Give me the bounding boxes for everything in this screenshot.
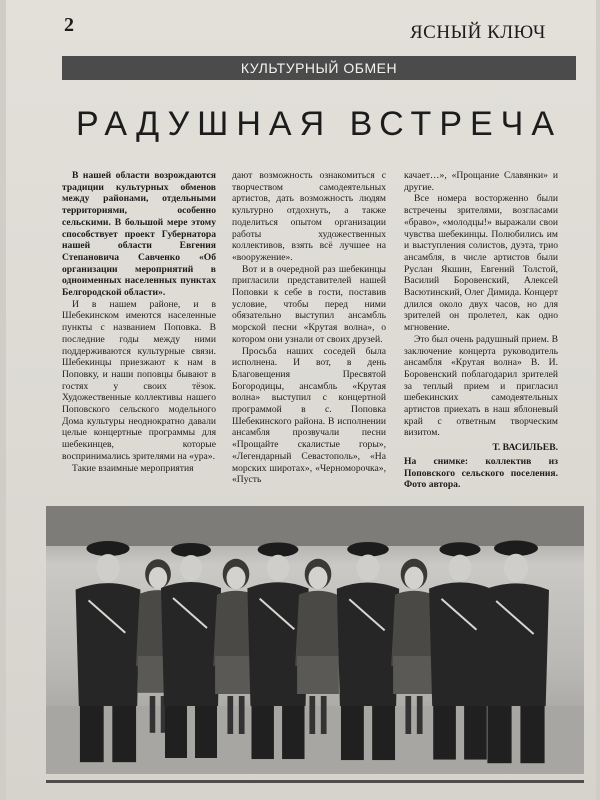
article-paragraph: Все номера восторженно были встречены зрителями, возгласами «браво», «молодцы!» выражали свои чувства шебекинцы. Полюбились им и выступления солистов, дуэта, трио ансамбля, в числе артистов были Руслан Якшин, Евгений Толстой, Василий Боровенский, Алексей Васютинский, Олег Димида. Концерт длился около двух часов, но для зрителей он пролетел, как одно мгновение.: [404, 193, 558, 334]
article-paragraph: И в нашем районе, и в Шебекинском имеются населенные пункты с названием Поповка. В последние годы между ними поддерживаются культурные связи. Шебекинцы приезжают к нам в Поповку, и наши поповцы бывают в гостях у своих тёзок. Художественные коллективы нашего Поповского сельского модельного Дома культуры неоднократно давали целые концертные программы для шебекинцев, которые воспринимались зрителями на «ура».: [62, 298, 216, 462]
article-paragraph: Такие взаимные мероприятия: [72, 462, 194, 474]
article-paragraph: дают возможность ознакомиться с творчеством самодеятельных артистов, дать возможность людям культурно отдохнуть, а также поделиться опытом организации работы художественных коллективов, взять всё лучшее на «вооружение».: [232, 170, 386, 263]
article-paragraph: качает…», «Прощание Славянки» и другие.: [404, 170, 558, 193]
photo-caption: На снимке: коллектив из Поповского сельского поселения. Фото автора.: [404, 455, 558, 491]
group-photo-figures: [46, 506, 584, 774]
article-headline: РАДУШНАЯ ВСТРЕЧА: [75, 105, 563, 143]
group-photo: [46, 506, 584, 774]
newspaper-page: [6, 0, 596, 800]
article-paragraph: Просьба наших соседей была исполнена. И вот, в день Благовещения Пресвятой Богородицы, ансамбль «Крутая волна» выступил с концертной программой в с. Поповка Шебекинского района. В исполнении ансамбля прозвучали песни «Прощайте скалистые горы», «Легендарный Севастополь», «На морских широтах», «Черноморочка», «Пусть: [232, 345, 386, 486]
article-column-2: [232, 170, 386, 504]
article-column-1: [62, 170, 216, 504]
article-column-3: [404, 170, 558, 504]
article-lead: В нашей области возрождаются традиции культурных обменов между районами, отдельными территориями, особенно сельскими. В большой мере этому способствует проект Губернатора нашей области Евгения Степановича Савченко «Об организации мероприятий в одноименных населенных пунктах Белгородской области».: [62, 170, 216, 299]
section-rubric: КУЛЬТУРНЫЙ ОБМЕН: [62, 56, 576, 80]
article-paragraph: Это был очень радушный прием. В заключение концерта руководитель ансамбля «Крутая волна» В. И. Боровенский поблагодарил зрителей за теплый прием и пригласил шебекинских самодеятельных артистов приехать в наш яблоневый край с ответным творческим визитом.: [404, 333, 558, 439]
page-number: 2: [64, 14, 74, 36]
author-signature: Т. ВАСИЛЬЕВ.: [492, 442, 558, 454]
newspaper-title: ЯСНЫЙ КЛЮЧ: [410, 22, 546, 43]
page-bottom-rule: [46, 780, 584, 783]
article-paragraph: Вот и в очередной раз шебекинцы пригласили представителей нашей Поповки к себе в гости, поставив условие, чтобы перед ними обязательно выступил ансамбль морской песни «Крутая волна», о котором они узнали от своих друзей.: [232, 263, 386, 345]
